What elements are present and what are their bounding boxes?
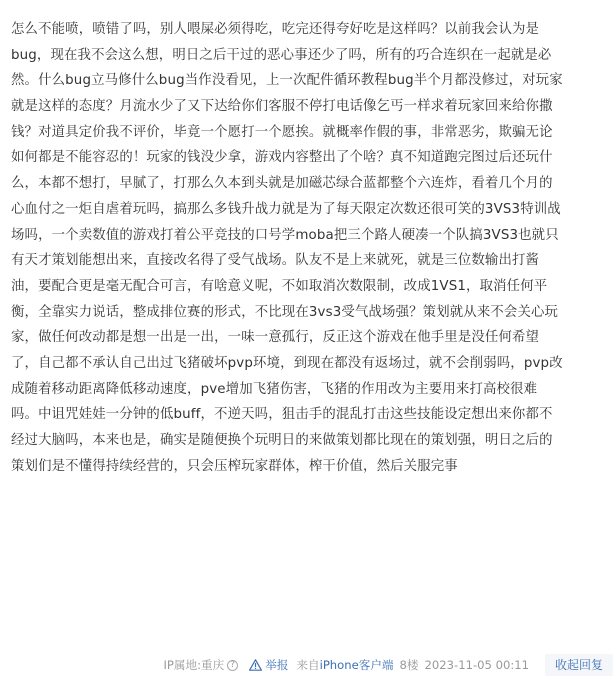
help-circle-icon[interactable]: ? xyxy=(227,660,238,671)
post-line: 场吗，一个卖数值的游戏打着公平竞技的口号学moba把三个路人硬凑一个队搞3VS3也就只 xyxy=(11,227,559,243)
post-line: 如何都是不能容忍的！玩家的钱没少拿，游戏内容整出了个啥？真不知道跑完图过后还玩什 xyxy=(11,150,553,166)
post-line: 心血付之一炬自虐着玩吗，搞那么多钱升战力就是为了每天限定次数还很可笑的3VS3特训战 xyxy=(11,201,561,217)
report-label: 举报 xyxy=(265,658,289,672)
collapse-reply-button[interactable]: 收起回复 xyxy=(545,654,613,676)
post-line: 成随着移动距离降低移动速度，pve增加飞猪伤害，飞猪的作用改为主要用来打高校很难 xyxy=(11,381,538,397)
ip-location: IP属地:重庆 xyxy=(163,658,225,672)
client-link[interactable]: iPhone客户端 xyxy=(319,658,394,672)
post-timestamp: 2023-11-05 00:11 xyxy=(424,658,529,672)
post-line: 有天才策划能想出来，直接改名得了受气战场。队友不是上来就死，就是三位数输出打酱 xyxy=(11,253,540,269)
client-prefix: 来自 xyxy=(296,658,320,672)
report-link[interactable] xyxy=(249,657,288,673)
post-line: 衡，全靠实力说话，整成排位赛的形式，不比现在3vs3受气战场强？策划就从来不会关心玩 xyxy=(11,304,559,320)
floor-number: 8楼 xyxy=(399,658,419,672)
warning-triangle-icon xyxy=(249,659,262,671)
post-line: 然。什么bug立马修什么bug当作没看见，上一次配件循环教程bug半个月都没修过，对玩家 xyxy=(11,73,563,89)
post-line: 么，本都不想打，早腻了，打那么久本到头就是加磁芯绿合蓝都整个六连炸，看着几个月的 xyxy=(11,176,553,192)
post-line: 油，要配合更是毫无配合可言，有啥意义呢，不如取消次数限制，改成1VS1，取消任何平 xyxy=(11,278,548,294)
post-footer xyxy=(163,654,613,676)
post-line: 家，做任何改动都是想一出是一出，一味一意孤行，反正这个游戏在他手里是没任何希望 xyxy=(11,330,540,346)
post-content xyxy=(11,17,609,479)
post-line: 策划们是不懂得持续经营的，只会压榨玩家群体，榨干价值，然后关服完事 xyxy=(11,458,458,474)
post-line: 了，自己都不承认自己出过飞猪破坏pvp环境，到现在都没有返场过，就不会削弱吗，pvp改 xyxy=(11,355,563,371)
post-line: 吗。中诅咒娃娃一分钟的低buff，不逆天吗，狙击手的混乱打击这些技能设定想出来你都不 xyxy=(11,407,553,423)
post-line: 怎么不能喷，喷错了吗，别人喂屎必须得吃，吃完还得夸好吃是这样吗？以前我会认为是 xyxy=(11,22,540,37)
post-line: 就是这样的态度？月流水少了又下达给你们客服不停打电话像乞丐一样求着玩家回来给你撒 xyxy=(11,99,553,115)
post-line: bug，现在我不会这么想，明日之后干过的恶心事还少了吗，所有的巧合连织在一起就是必 xyxy=(11,47,552,63)
post-line: 钱？对道具定价我不评价，毕竟一个愿打一个愿挨。就概率作假的事，非常恶劣，欺骗无论 xyxy=(11,124,553,140)
post-line: 经过大脑吗，本来也是，确实是随便换个玩明日的来做策划都比现在的策划强，明日之后的 xyxy=(11,433,553,448)
